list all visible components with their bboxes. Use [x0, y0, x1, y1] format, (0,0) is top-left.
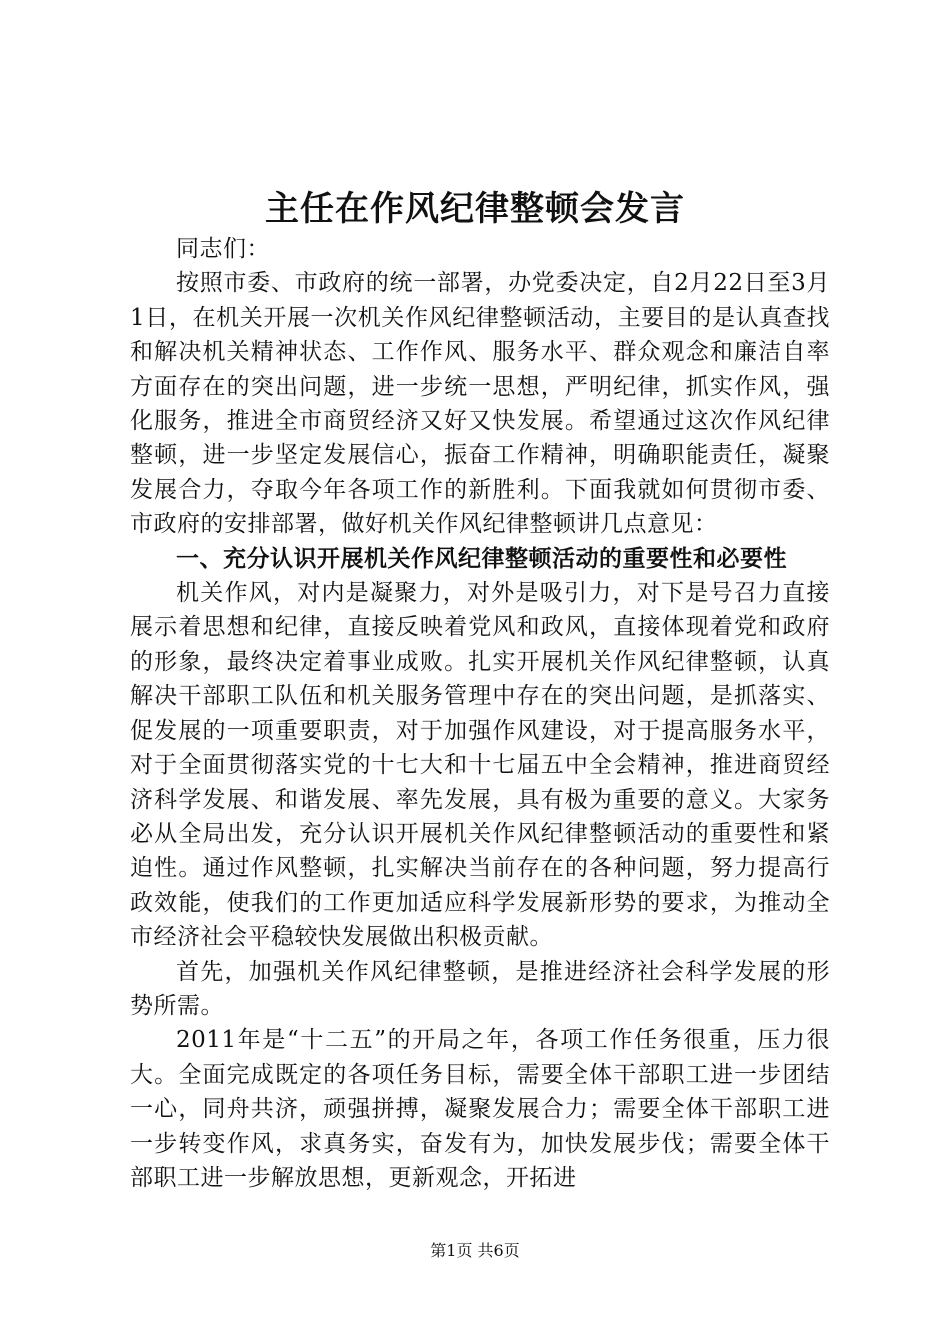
body-paragraph: 机关作风，对内是凝聚力，对外是吸引力，对下是号召力直接展示着思想和纪律，直接反映着党风和政风，直接体现着党和政府的形象，最终决定着事业成败。扎实开展机关作风纪律整顿，认真解决干部职工队伍和机关服务管理中存在的突出问题，是抓落实、促发展的一项重要职责，对于加强作风建设，对于提高服务水平，对于全面贯彻落实党的十七大和十七届五中全会精神，推进商贸经济科学发展、和谐发展、率先发展，具有极为重要的意义。大家务必从全局出发，充分认识开展机关作风纪律整顿活动的重要性和紧迫性。通过作风整顿，扎实解决当前存在的各种问题，努力提高行政效能，使我们的工作更加适应科学发展新形势的要求，为推动全市经济社会平稳较快发展做出积极贡献。 — [130, 580, 830, 951]
body-paragraph: 2011年是“十二五”的开局之年，各项工作任务很重，压力很大。全面完成既定的各项任务目标，需要全体干部职工进一步团结一心，同舟共济，顽强拼搏，凝聚发展合力；需要全体干部职工进一步转变作风，求真务实，奋发有为，加快发展步伐；需要全体干部职工进一步解放思想，更新观念，开拓进 — [130, 1027, 830, 1191]
body-paragraph: 按照市委、市政府的统一部署，办党委决定，自2月22日至3月1日，在机关开展一次机关作风纪律整顿活动，主要目的是认真查找和解决机关精神状态、工作作风、服务水平、群众观念和廉洁自率方面存在的突出问题，进一步统一思想，严明纪律，抓实作风，强化服务，推进全市商贸经济又好又快发展。希望通过这次作风纪律整顿，进一步坚定发展信心，振奋工作精神，明确职能责任，凝聚发展合力，夺取今年各项工作的新胜利。下面我就如何贯彻市委、市政府的安排部署，做好机关作风纪律整顿讲几点意见： — [130, 270, 830, 538]
body-paragraph: 首先，加强机关作风纪律整顿，是推进经济社会科学发展的形势所需。 — [130, 958, 830, 1019]
document-body — [130, 232, 830, 1195]
page-number-footer: 第1页 共6页 — [430, 1241, 520, 1260]
section-heading: 一、充分认识开展机关作风纪律整顿活动的重要性和必要性 — [176, 544, 787, 572]
document-title: 主任在作风纪律整顿会发言 — [265, 189, 685, 229]
salutation-paragraph: 同志们： — [176, 236, 270, 262]
